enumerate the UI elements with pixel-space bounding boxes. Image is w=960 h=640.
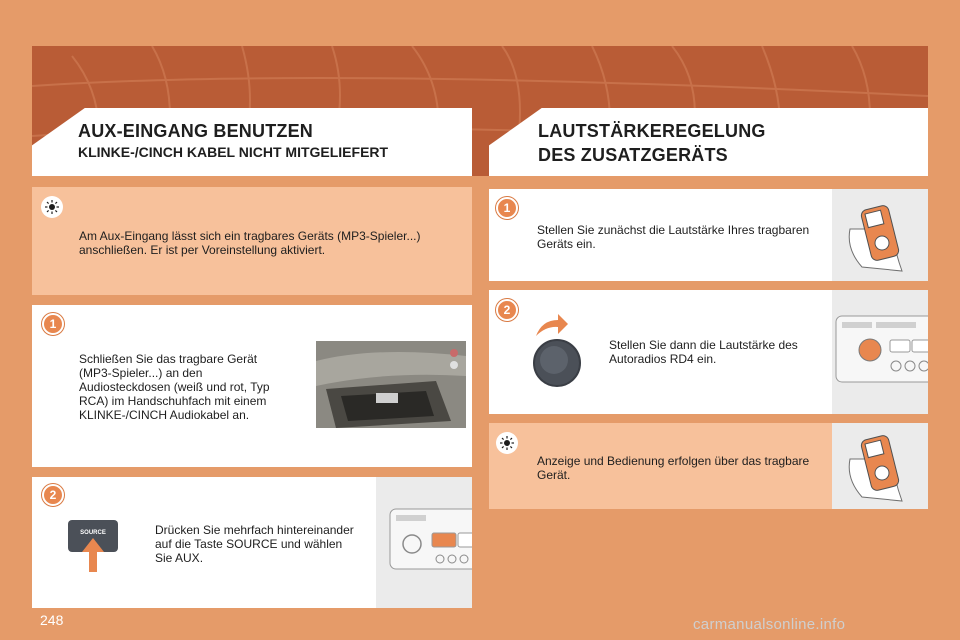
- left-step2-badge: 2: [42, 484, 64, 506]
- right-header-title-line2: DES ZUSATZGERÄTS: [538, 145, 728, 165]
- right-tip-line1: Anzeige und Bedienung erfolgen über das tragbare: [537, 454, 810, 468]
- volume-knob-icon: [532, 338, 582, 388]
- left-step1-line5: KLINKE-/CINCH Audiokabel an.: [79, 408, 250, 422]
- left-step1-badge: 1: [42, 313, 64, 335]
- left-header-panel: [32, 108, 472, 176]
- watermark: carmanualsonline.info: [693, 616, 846, 633]
- right-step2-line1: Stellen Sie dann die Lautstärke des: [609, 338, 798, 352]
- right-header-title-line1: LAUTSTÄRKEREGELUNG: [538, 121, 766, 141]
- left-step2-line1: Drücken Sie mehrfach hintereinander: [155, 523, 354, 537]
- right-step1-line2: Geräts ein.: [537, 237, 596, 251]
- up-arrow-icon: [82, 538, 104, 572]
- radio-illustration-right: [832, 290, 928, 414]
- right-step2-line2: Autoradios RD4 ein.: [609, 352, 717, 366]
- sun-tip-icon: [41, 196, 63, 218]
- mp3-player-hand-icon: [832, 189, 928, 281]
- right-step2-badge: 2: [496, 299, 518, 321]
- mp3-player-hand-icon: [832, 423, 928, 509]
- left-tip-line1: Am Aux-Eingang lässt sich ein tragbares Geräts (MP3-Spieler...): [79, 229, 421, 243]
- radio-illustration-left: [376, 477, 472, 608]
- left-header-title: AUX-EINGANG BENUTZEN: [78, 121, 314, 141]
- glovebox-photo: [316, 341, 466, 428]
- left-step1-line1: Schließen Sie das tragbare Gerät: [79, 352, 258, 366]
- left-tip-line2: anschließen. Er ist per Voreinstellung aktiviert.: [79, 243, 326, 257]
- left-step1-line2: (MP3-Spieler...) an den: [79, 366, 203, 380]
- left-header-subtitle: KLINKE-/CINCH KABEL NICHT MITGELIEFERT: [78, 144, 389, 160]
- right-step1-badge: 1: [496, 197, 518, 219]
- curved-arrow-icon: [534, 312, 570, 338]
- right-step1-line1: Stellen Sie zunächst die Lautstärke Ihres tragbaren: [537, 223, 810, 237]
- left-step1-line4: RCA) im Handschuhfach mit einem: [79, 394, 267, 408]
- sun-tip-icon: [496, 432, 518, 454]
- source-button-label: SOURCE: [80, 530, 106, 536]
- left-step1-line3: Audiosteckdosen (weiß und rot, Typ: [79, 380, 270, 394]
- right-tip-line2: Gerät.: [537, 468, 571, 482]
- page-number: 248: [40, 612, 64, 628]
- left-step2-line2: auf die Taste SOURCE und wählen: [155, 537, 343, 551]
- left-step2-line3: Sie AUX.: [155, 551, 204, 565]
